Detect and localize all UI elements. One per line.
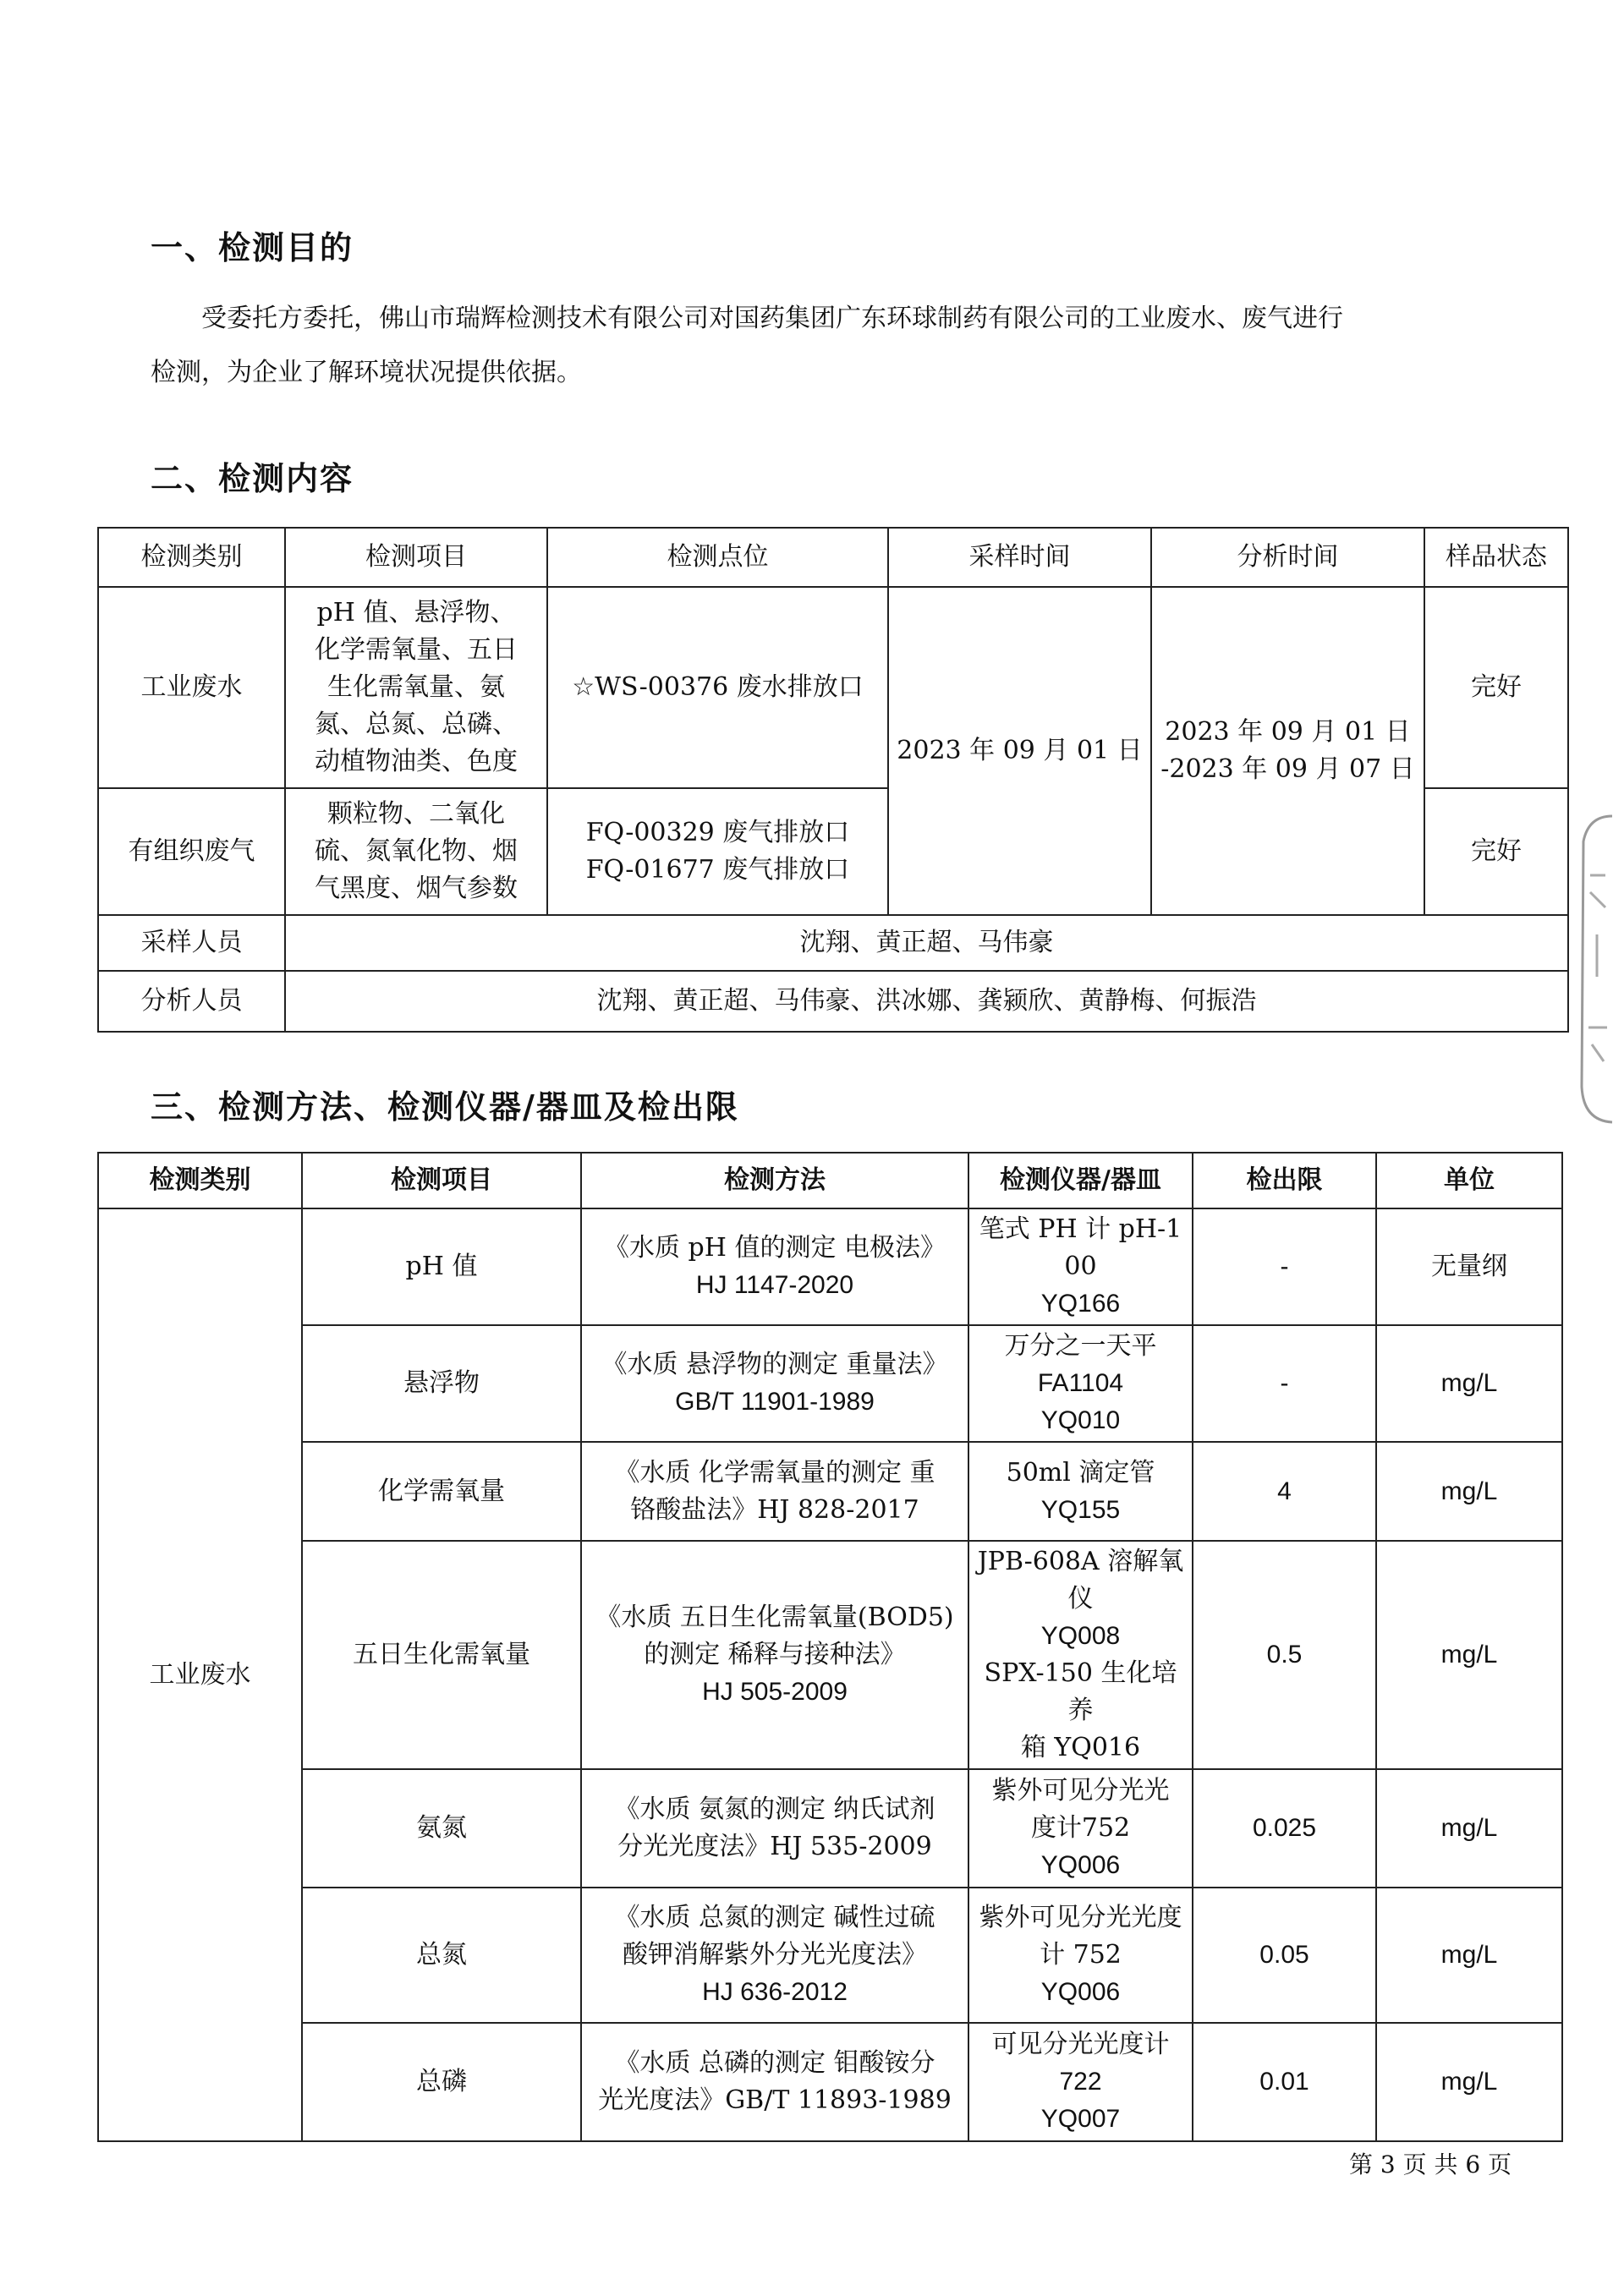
analysis-time-end: -2023 年 09 月 07 日 (1160, 754, 1415, 784)
unit: 无量纲 (1376, 1208, 1562, 1325)
content-header-analysis-time: 分析时间 (1151, 528, 1424, 587)
point-line: ☆WS-00376 废水排放口 (572, 672, 864, 702)
detection-limit: 4 (1193, 1442, 1376, 1541)
instrument-text (968, 1325, 1193, 1442)
item-line: 化学需氧量、五日 (315, 635, 518, 665)
instrument-line: 紫外可见分光光度 (979, 1903, 1182, 1932)
method-line: 的测定 稀释与接种法》 (644, 1640, 906, 1669)
instrument-line: YQ155 (1040, 1495, 1121, 1524)
section1-title: 一、检测目的 (151, 228, 354, 266)
method-text (581, 1442, 968, 1541)
table-row (98, 587, 1568, 788)
item-line: 硫、氮氧化物、烟 (315, 836, 518, 866)
purpose-line-1: 受委托方委托，佛山市瑞辉检测技术有限公司对国药集团广东环球制药有限公司的工业废水、废气进行 (201, 304, 1343, 333)
page-number: 第 3 页 共 6 页 (1349, 2151, 1512, 2178)
table-row (98, 1769, 1562, 1888)
row-points (547, 788, 888, 915)
method-header-item: 检测项目 (302, 1153, 581, 1208)
instrument-text (968, 1888, 1193, 2023)
unit: mg/L (1376, 1541, 1562, 1769)
detection-limit: 0.5 (1193, 1541, 1376, 1769)
purpose-line-2: 检测，为企业了解环境状况提供依据。 (151, 358, 582, 387)
unit: mg/L (1376, 2023, 1562, 2141)
method-line: 酸钾消解紫外分光光度法》 (623, 1940, 927, 1970)
item-line: 生化需氧量、氨 (327, 672, 505, 702)
method-line: HJ 505-2009 (702, 1678, 848, 1706)
point-line: FQ-00329 废气排放口 (585, 818, 850, 847)
row-category: 工业废水 (98, 587, 285, 788)
method-item: 总磷 (302, 2023, 581, 2141)
instrument-line: FA1104 (1037, 1369, 1124, 1397)
content-header-point: 检测点位 (547, 528, 888, 587)
method-line: 《水质 悬浮物的测定 重量法》 (601, 1350, 948, 1379)
point-line: FQ-01677 废气排放口 (585, 855, 850, 885)
table-row (98, 2023, 1562, 2141)
method-header-instrument: 检测仪器/器皿 (968, 1153, 1193, 1208)
partial-seal-icon (1572, 808, 1624, 1129)
method-text (581, 2023, 968, 2141)
row-category: 有组织废气 (98, 788, 285, 915)
instrument-text (968, 1208, 1193, 1325)
content-header-status: 样品状态 (1424, 528, 1568, 587)
method-item: 氨氮 (302, 1769, 581, 1888)
instrument-line: YQ006 (1040, 1978, 1121, 2006)
instrument-line: 722 (1059, 2068, 1102, 2096)
content-table (97, 527, 1569, 1033)
table-row (98, 1442, 1562, 1541)
method-header-category: 检测类别 (98, 1153, 302, 1208)
instrument-line: 笔式 PH 计 pH-100 (979, 1214, 1182, 1281)
instrument-text (968, 1442, 1193, 1541)
instrument-line: YQ010 (1040, 1406, 1121, 1434)
analysis-time (1151, 587, 1424, 915)
instrument-text (968, 1769, 1193, 1888)
instrument-text (968, 2023, 1193, 2141)
method-line: 铬酸盐法》HJ 828-2017 (630, 1494, 919, 1525)
row-items (285, 788, 547, 915)
table-row (98, 1325, 1562, 1442)
row-items (285, 587, 547, 788)
content-header-category: 检测类别 (98, 528, 285, 587)
item-line: 氮、总氮、总磷、 (315, 710, 518, 739)
instrument-line: YQ007 (1040, 2105, 1121, 2133)
method-text (581, 1541, 968, 1769)
content-header-item: 检测项目 (285, 528, 547, 587)
detection-limit: - (1193, 1325, 1376, 1442)
method-text (581, 1769, 968, 1888)
method-text (581, 1888, 968, 2023)
item-line: 气黑度、烟气参数 (315, 874, 518, 903)
method-category: 工业废水 (98, 1208, 302, 2141)
item-line: 动植物油类、色度 (315, 747, 518, 776)
analysts-value: 沈翔、黄正超、马伟豪、洪冰娜、龚颍欣、黄静梅、何振浩 (285, 971, 1568, 1032)
instrument-line: 箱 YQ016 (1020, 1733, 1141, 1762)
section1-paragraph (151, 292, 1529, 400)
method-line: GB/T 11901-1989 (675, 1388, 875, 1416)
method-item: 化学需氧量 (302, 1442, 581, 1541)
instrument-line: YQ008 (1040, 1622, 1121, 1650)
detection-limit: - (1193, 1208, 1376, 1325)
instrument-text (968, 1541, 1193, 1769)
method-item: 总氮 (302, 1888, 581, 2023)
method-line: 《水质 五日生化需氧量(BOD5) (595, 1603, 954, 1632)
method-item: 悬浮物 (302, 1325, 581, 1442)
unit: mg/L (1376, 1888, 1562, 2023)
method-line: 《水质 pH 值的测定 电极法》 (604, 1233, 946, 1263)
method-header-method: 检测方法 (581, 1153, 968, 1208)
instrument-line: 紫外可见分光光 (991, 1776, 1170, 1806)
detection-limit: 0.01 (1193, 2023, 1376, 2141)
instrument-line: 50ml 滴定管 (1006, 1457, 1155, 1488)
instrument-line: 万分之一天平 (1004, 1331, 1157, 1361)
method-item: 五日生化需氧量 (302, 1541, 581, 1769)
samplers-label: 采样人员 (98, 915, 285, 971)
unit: mg/L (1376, 1442, 1562, 1541)
method-item: pH 值 (302, 1208, 581, 1325)
method-line: 《水质 总氮的测定 碱性过硫 (614, 1903, 935, 1932)
instrument-line: YQ006 (1040, 1851, 1121, 1879)
method-text (581, 1208, 968, 1325)
method-line: 光光度法》GB/T 11893-1989 (598, 2085, 952, 2115)
method-header-unit: 单位 (1376, 1153, 1562, 1208)
item-line: pH 值、悬浮物、 (316, 598, 516, 627)
method-line: HJ 636-2012 (702, 1978, 848, 2006)
table-row (98, 1541, 1562, 1769)
unit: mg/L (1376, 1769, 1562, 1888)
instrument-line: SPX-150 生化培养 (984, 1658, 1177, 1725)
table-row (98, 1208, 1562, 1325)
detection-limit: 0.05 (1193, 1888, 1376, 2023)
method-text (581, 1325, 968, 1442)
section2-title: 二、检测内容 (151, 459, 354, 497)
instrument-line: 计 752 (1040, 1940, 1122, 1970)
method-line: HJ 1147-2020 (695, 1271, 854, 1299)
section3-title: 三、检测方法、检测仪器/器皿及检出限 (151, 1088, 739, 1126)
instrument-line: 度计752 (1030, 1813, 1131, 1843)
row-status: 完好 (1424, 788, 1568, 915)
method-line: 《水质 总磷的测定 钼酸铵分 (614, 2048, 935, 2078)
method-table (97, 1152, 1563, 2142)
method-line: 分光光度法》HJ 535-2009 (617, 1832, 932, 1861)
sampling-time: 2023 年 09 月 01 日 (888, 587, 1151, 915)
unit: mg/L (1376, 1325, 1562, 1442)
analysis-time-start: 2023 年 09 月 01 日 (1165, 717, 1411, 747)
detection-limit: 0.025 (1193, 1769, 1376, 1888)
row-status: 完好 (1424, 587, 1568, 788)
instrument-line: JPB-608A 溶解氧仪 (977, 1547, 1184, 1614)
method-line: 《水质 化学需氧量的测定 重 (614, 1457, 935, 1488)
instrument-line: 可见分光光度计 (991, 2030, 1170, 2059)
row-points (547, 587, 888, 788)
samplers-value: 沈翔、黄正超、马伟豪 (285, 915, 1568, 971)
content-header-sampling-time: 采样时间 (888, 528, 1151, 587)
item-line: 颗粒物、二氧化 (327, 799, 505, 829)
table-row (98, 1888, 1562, 2023)
instrument-line: YQ166 (1040, 1290, 1121, 1318)
analysts-label: 分析人员 (98, 971, 285, 1032)
method-header-limit: 检出限 (1193, 1153, 1376, 1208)
method-line: 《水质 氨氮的测定 纳氏试剂 (614, 1795, 935, 1824)
